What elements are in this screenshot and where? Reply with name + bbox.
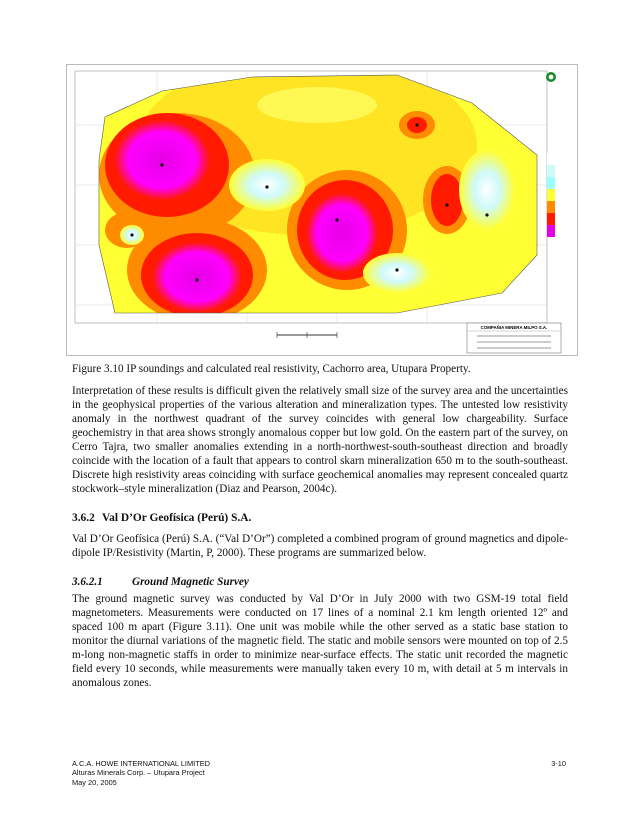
section-number: 3.6.2 [72, 512, 95, 524]
subsection-number: 3.6.2.1 [72, 576, 103, 588]
resistivity-contour-map [67, 65, 577, 355]
resistivity-map-figure [66, 64, 578, 356]
section-heading [72, 512, 251, 524]
page-footer [72, 759, 566, 787]
paragraph-interpretation: Interpretation of these results is difficult given the relatively small size of the survey area and the uncertainties in the geophysical properties of the various alteration and mineralization types. The untested low resistivity anomaly in the northwest quadrant of the survey coincides with general low chargeability. Surface geochemistry in that area shows strongly anomalous copper but low gold. On the eastern part of the survey, on Cerro Tajra, two smaller anomalies extending in a north-northwest-south-southeast direction and broadly coincide with the location of a fault that appears to control skarn mineralization 650 m to the south-southeast. Discrete high resistivity areas coinciding with surface geochemical anomalies may represent concealed quartz stockwork–style mineralization (Diaz and Pearson, 2004c). [72, 385, 568, 495]
figure-caption: Figure 3.10 IP soundings and calculated real resistivity, Cachorro area, Utupara Property. [72, 363, 471, 375]
color-scale-legend [547, 153, 555, 237]
section-title: Val D’Or Geofísica (Perú) S.A. [102, 512, 252, 524]
footer-client: Alturas Minerals Corp. – Utupara Project [72, 768, 205, 778]
subsection-title: Ground Magnetic Survey [132, 576, 249, 588]
footer-date: May 20, 2005 [72, 777, 117, 787]
map-title-block [467, 323, 561, 353]
paragraph-ground-magnetic: The ground magnetic survey was conducted by Val D’Or in July 2000 with two GSM-19 total field magnetometers. Measurements were conducted on 17 lines of a nominal 2.1 km length oriented 12º and spaced 100 m apart (Figure 3.11). One unit was mobile while the other served as a static base station to monitor the diurnal variations of the magnetic field. The static and mobile sensors were mounted on top of 2.5 m-long non-magnetic staffs in order to minimize near-surface effects. The static unit recorded the magnetic field every 10 seconds, while measurements were manually taken every 10 m, with detail at 5 m intervals in anomalous zones. [72, 593, 568, 689]
page-number: 3-10 [551, 759, 566, 768]
subsection-heading [72, 576, 249, 588]
company-logo-icon [546, 72, 556, 82]
footer-company: A.C.A. HOWE INTERNATIONAL LIMITED [72, 759, 210, 768]
paragraph-val-dor: Val D’Or Geofísica (Perú) S.A. (“Val D’Or”) completed a combined program of ground magnetics and dipole-dipole IP/Resistivity (Martin, P, 2000). These programs are summarized below. [72, 533, 568, 559]
svg-text:COMPAÑIA MINERA MILPO S.A.: COMPAÑIA MINERA MILPO S.A. [480, 325, 548, 330]
scale-bar [277, 332, 337, 338]
